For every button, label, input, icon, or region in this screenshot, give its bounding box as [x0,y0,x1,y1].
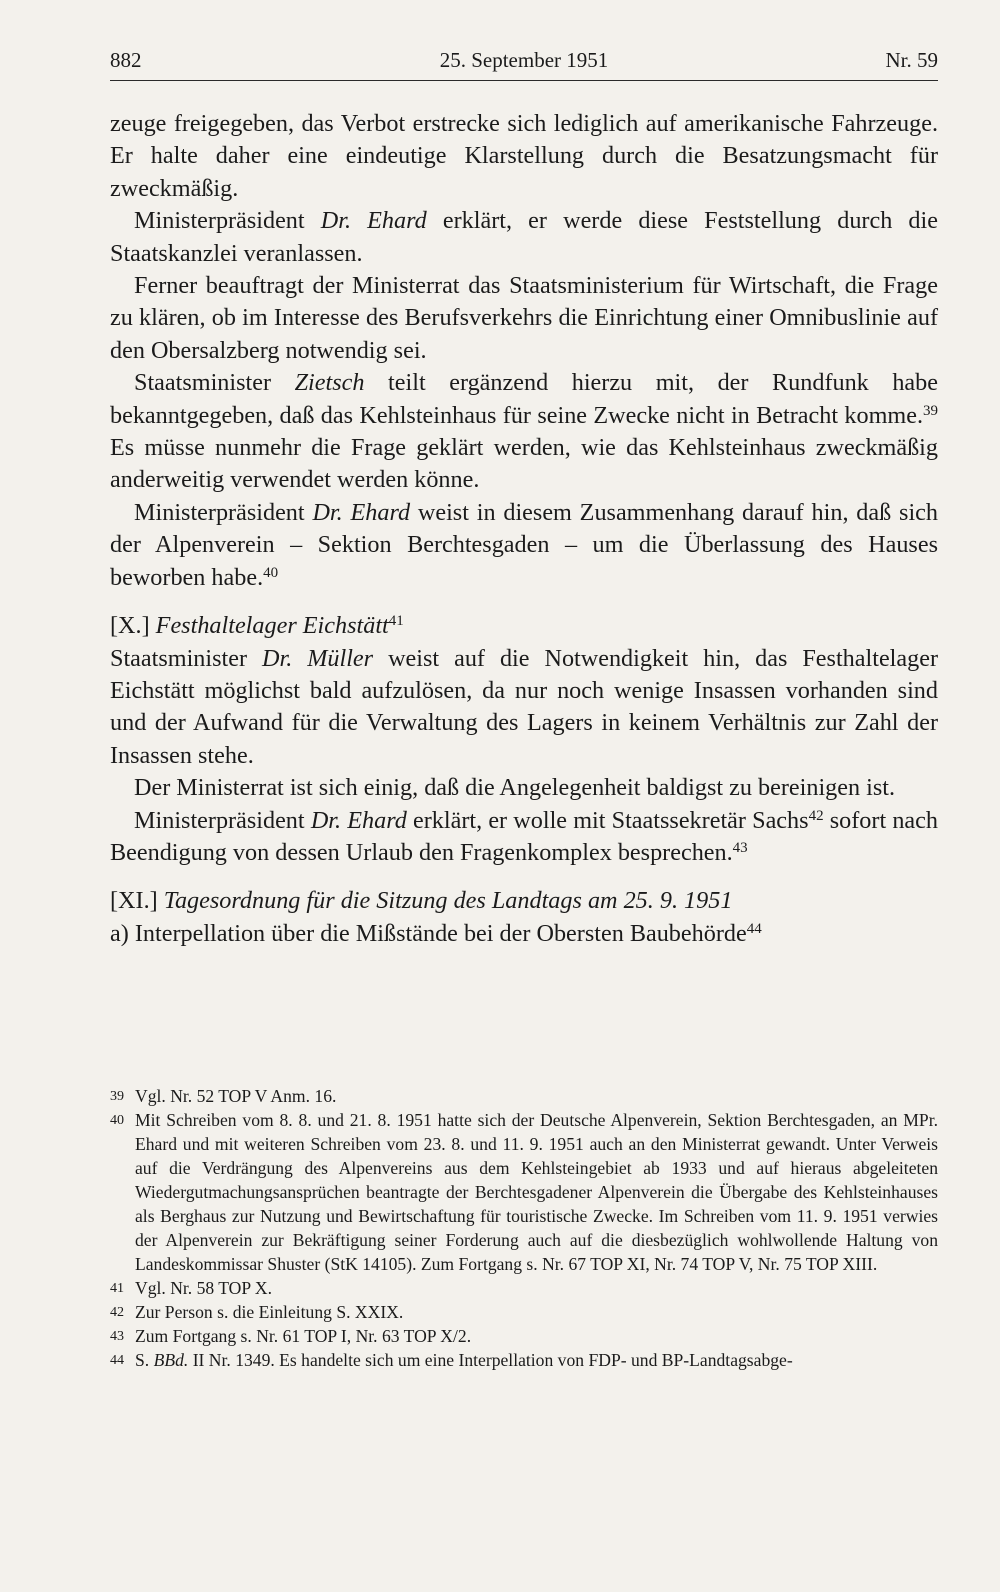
paragraph: Der Ministerrat ist sich einig, daß die Angelegenheit baldigst zu bereinigen ist. [134,774,896,802]
paragraph: Ministerpräsident Dr. Ehard weist in diesem Zusammenhang darauf hin, daß sich der Alpenverein – Sektion Berchtesgaden – um die Überlassung des Hauses beworben habe.$^{40}$ [110,498,938,591]
person-name: Dr. Ehard [312,498,411,526]
paragraph: Ferner beauftragt der Ministerrat das Staatsministerium für Wirtschaft, die Frage zu klären, ob im Interesse des Berufsverkehrs die Einrichtung einer Omnibuslinie auf den Obersalzberg notwendig sei. [110,272,938,364]
issue-number: Nr. 59 [885,48,938,72]
paragraph: Ministerpräsident Dr. Ehard erklärt, er wolle mit Staatssekretär Sachs$^{42}$ sofort nach Beendigung von dessen Urlaub den Fragenkomplex besprechen.$^{43}$ [110,806,939,866]
paragraph: Staatsminister Zietsch teilt ergänzend hierzu mit, der Rundfunk habe bekanntgegeben, daß das Kehlsteinhaus für seine Zwecke nicht in Betracht komme.$^{39}$ Es müsse nunmehr die Frage geklärt werden, wie das Kehlsteinhaus zweckmäßig anderweitig verwendet werden könne. [110,369,938,494]
paragraph: Ministerpräsident Dr. Ehard erklärt, er werde diese Feststellung durch die Staatskanzlei veranlassen. [110,207,938,267]
footnote-ref[interactable]: 42 [808,807,824,824]
main-text [110,108,938,950]
footnote-number: 39 [110,1088,125,1104]
footnote-ref[interactable]: 40 [263,564,279,581]
footnote: 39 Vgl. Nr. 52 TOP V Anm. 16. [110,1086,337,1106]
page-number: 882 [110,48,142,72]
footnote-ref[interactable]: 41 [388,612,404,629]
footnote-number: 42 [110,1304,125,1320]
person-name: Dr. Müller [262,644,374,672]
footnote: 40 Mit Schreiben vom 8. 8. und 21. 8. 1951 hatte sich der Deutsche Alpenverein, Sektion Berchtesgaden, an MPr. Ehard und mit weiteren Schreiben vom 23. 8. und 11. 9. 1951 auch an den Ministerrat gewandt. Unter Verweis auf die Verdrängung des Alpenvereins aus dem Kehlsteingebiet ab 1933 und auf hieraus abgeleiteten Wiedergutmachungsansprüchen beantragte der Berchtesgadener Alpenverein die Übergabe des Kehlsteinhauses als Berghaus zur Nutzung und Bewirtschaftung für touristische Zwecke. Im Schreiben vom 11. 9. 1951 verwies der Alpenverein zur Bekräftigung seiner Forderung auch auf die diesbezüglich wohlwollende Haltung von Landeskommissar Shuster (StK 14105). Zum Fortgang s. Nr. 67 TOP XI, Nr. 74 TOP V, Nr. 75 TOP XIII. [110,1110,938,1274]
footnote-number: 43 [110,1328,125,1344]
footnote-number: 41 [110,1280,125,1296]
footnote: 43 Zum Fortgang s. Nr. 61 TOP I, Nr. 63 TOP X/2. [110,1326,472,1346]
footnote-ref[interactable]: 39 [923,402,938,419]
footnote-ref[interactable]: 43 [732,839,748,856]
paragraph: zeuge freigegeben, das Verbot erstrecke sich lediglich auf amerikanische Fahrzeuge. Er halte daher eine eindeutige Klarstellung durch die Besatzungsmacht für zweckmäßig. [110,110,938,202]
header-date: 25. September 1951 [439,48,609,72]
paragraph: a) Interpellation über die Mißstände bei der Obersten Baubehörde$^{44}$ [110,919,762,947]
paragraph: Staatsminister Dr. Müller weist auf die Notwendigkeit hin, das Festhaltelager Eichstätt möglichst bald aufzulösen, da nur noch wenige Insassen vorhanden sind und der Aufwand für die Verwaltung des Lagers in keinem Verhältnis zur Zahl der Insassen stehe. [110,644,939,769]
footnote: 41 Vgl. Nr. 58 TOP X. [110,1278,273,1298]
section-heading: [X.] Festhaltelager Eichstätt$^{41}$ [110,612,404,640]
running-header [110,46,938,81]
footnote: 42 Zur Person s. die Einleitung S. XXIX. [110,1302,404,1322]
footnote-number: 40 [110,1112,125,1128]
footnotes [110,1084,938,1372]
footnote-ref[interactable]: 44 [746,920,762,937]
section-heading: [XI.] Tagesordnung für die Sitzung des Landtags am 25. 9. 1951 [110,887,733,915]
person-name: Dr. Ehard [320,207,427,235]
footnote-number: 44 [110,1352,125,1368]
footnote: 44 S. BBd. II Nr. 1349. Es handelte sich um eine Interpellation von FDP- und BP-Landtagsabge- [110,1350,793,1370]
person-name: Dr. Ehard [310,806,407,834]
person-name: Zietsch [294,369,365,397]
